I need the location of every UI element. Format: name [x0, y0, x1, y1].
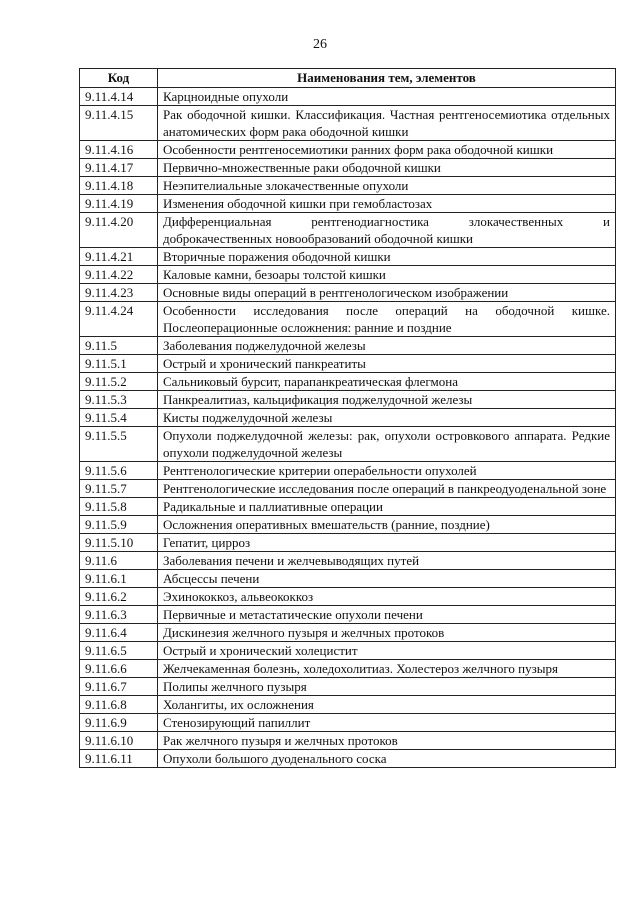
- topic-name: Сальниковый бурсит, парапанкреатическая флегмона: [158, 373, 616, 391]
- table-row: [80, 714, 616, 732]
- code-column-header: Код: [80, 69, 158, 88]
- topic-code: 9.11.5.10: [80, 534, 158, 552]
- topic-code: 9.11.6.11: [80, 750, 158, 768]
- table-row: [80, 427, 616, 462]
- topic-name: Холангиты, их осложнения: [158, 696, 616, 714]
- table-row: [80, 462, 616, 480]
- topic-code: 9.11.5: [80, 337, 158, 355]
- topic-code: 9.11.6.7: [80, 678, 158, 696]
- page-number: 26: [313, 37, 327, 52]
- table-row: [80, 248, 616, 266]
- topic-code: 9.11.5.2: [80, 373, 158, 391]
- name-column-header: Наименования тем, элементов: [158, 69, 616, 88]
- table-row: [80, 141, 616, 159]
- topic-code: 9.11.4.21: [80, 248, 158, 266]
- topic-name: Заболевания печени и желчевыводящих путей: [158, 552, 616, 570]
- table-row: [80, 355, 616, 373]
- topic-code: 9.11.4.15: [80, 106, 158, 141]
- topic-code: 9.11.5.8: [80, 498, 158, 516]
- table-row: [80, 159, 616, 177]
- table-row: [80, 606, 616, 624]
- topic-code: 9.11.5.4: [80, 409, 158, 427]
- topic-name: Радикальные и паллиативные операции: [158, 498, 616, 516]
- table-row: [80, 732, 616, 750]
- topic-name: Неэпителиальные злокачественные опухоли: [158, 177, 616, 195]
- table-row: [80, 534, 616, 552]
- table-row: [80, 195, 616, 213]
- topic-name: Первичные и метастатические опухоли печени: [158, 606, 616, 624]
- topic-name: Заболевания поджелудочной железы: [158, 337, 616, 355]
- topic-name: Рак ободочной кишки. Классификация. Частная рентгеносемиотика отдельных анатомических форм рака ободочной кишки: [158, 106, 616, 141]
- table-row: [80, 373, 616, 391]
- table-row: [80, 409, 616, 427]
- topic-code: 9.11.5.5: [80, 427, 158, 462]
- topic-code: 9.11.4.18: [80, 177, 158, 195]
- topic-code: 9.11.5.6: [80, 462, 158, 480]
- table-row: [80, 588, 616, 606]
- table-body: [80, 88, 616, 768]
- topic-code: 9.11.4.16: [80, 141, 158, 159]
- table-row: [80, 516, 616, 534]
- topic-code: 9.11.4.22: [80, 266, 158, 284]
- topic-name: Эхинококкоз, альвеококкоз: [158, 588, 616, 606]
- topic-name: Карцноидные опухоли: [158, 88, 616, 106]
- topic-code: 9.11.6: [80, 552, 158, 570]
- topic-code: 9.11.4.23: [80, 284, 158, 302]
- topic-name: Желчекаменная болезнь, холедохолитиаз. Холестероз желчного пузыря: [158, 660, 616, 678]
- topic-code: 9.11.4.19: [80, 195, 158, 213]
- table-row: [80, 266, 616, 284]
- topic-name: Полипы желчного пузыря: [158, 678, 616, 696]
- topics-table: [79, 68, 616, 768]
- table-row: [80, 750, 616, 768]
- topic-name: Опухоли поджелудочной железы: рак, опухоли островкового аппарата. Редкие опухоли поджелудочной железы: [158, 427, 616, 462]
- topic-name: Рентгенологические исследования после операций в панкреодуоденальной зоне: [158, 480, 616, 498]
- topic-code: 9.11.6.5: [80, 642, 158, 660]
- table-row: [80, 552, 616, 570]
- topic-name: Острый и хронический панкреатиты: [158, 355, 616, 373]
- table-header-row: [80, 69, 616, 88]
- topic-name: Абсцессы печени: [158, 570, 616, 588]
- topic-code: 9.11.6.3: [80, 606, 158, 624]
- topic-name: Первично-множественные раки ободочной кишки: [158, 159, 616, 177]
- topic-code: 9.11.6.4: [80, 624, 158, 642]
- topic-code: 9.11.4.17: [80, 159, 158, 177]
- topic-name: Дискинезия желчного пузыря и желчных протоков: [158, 624, 616, 642]
- table-row: [80, 570, 616, 588]
- topic-name: Кисты поджелудочной железы: [158, 409, 616, 427]
- topic-name: Каловые камни, безоары толстой кишки: [158, 266, 616, 284]
- topic-code: 9.11.4.20: [80, 213, 158, 248]
- table-row: [80, 696, 616, 714]
- topic-code: 9.11.6.8: [80, 696, 158, 714]
- table-row: [80, 642, 616, 660]
- topic-code: 9.11.4.24: [80, 302, 158, 337]
- topic-name: Опухоли большого дуоденального соска: [158, 750, 616, 768]
- topic-name: Дифференциальная рентгенодиагностика злокачественных и доброкачественных новообразований ободочной кишки: [158, 213, 616, 248]
- topic-name: Панкреалитиаз, кальцификация поджелудочной железы: [158, 391, 616, 409]
- table-row: [80, 106, 616, 141]
- topic-name: Изменения ободочной кишки при гемобластозах: [158, 195, 616, 213]
- topic-code: 9.11.6.9: [80, 714, 158, 732]
- topic-code: 9.11.6.1: [80, 570, 158, 588]
- topic-code: 9.11.4.14: [80, 88, 158, 106]
- topic-name: Особенности рентгеносемиотики ранних форм рака ободочной кишки: [158, 141, 616, 159]
- topic-code: 9.11.5.9: [80, 516, 158, 534]
- table-row: [80, 213, 616, 248]
- table-row: [80, 284, 616, 302]
- topic-code: 9.11.6.6: [80, 660, 158, 678]
- topic-code: 9.11.5.7: [80, 480, 158, 498]
- topic-name: Осложнения оперативных вмешательств (ранние, поздние): [158, 516, 616, 534]
- topic-code: 9.11.6.10: [80, 732, 158, 750]
- table-row: [80, 678, 616, 696]
- topic-code: 9.11.5.3: [80, 391, 158, 409]
- topic-code: 9.11.6.2: [80, 588, 158, 606]
- table-row: [80, 88, 616, 106]
- topic-name: Основные виды операций в рентгенологическом изображении: [158, 284, 616, 302]
- table-row: [80, 391, 616, 409]
- topic-name: Рак желчного пузыря и желчных протоков: [158, 732, 616, 750]
- table-row: [80, 660, 616, 678]
- topic-name: Особенности исследования после операций на ободочной кишке. Послеоперационные осложнения: ранние и поздние: [158, 302, 616, 337]
- topic-name: Острый и хронический холецистит: [158, 642, 616, 660]
- table-row: [80, 480, 616, 498]
- table-row: [80, 337, 616, 355]
- topic-code: 9.11.5.1: [80, 355, 158, 373]
- table-row: [80, 498, 616, 516]
- topic-name: Стенозирующий папиллит: [158, 714, 616, 732]
- table-row: [80, 624, 616, 642]
- topic-name: Гепатит, цирроз: [158, 534, 616, 552]
- topic-name: Рентгенологические критерии операбельности опухолей: [158, 462, 616, 480]
- table-row: [80, 302, 616, 337]
- topic-name: Вторичные поражения ободочной кишки: [158, 248, 616, 266]
- table-row: [80, 177, 616, 195]
